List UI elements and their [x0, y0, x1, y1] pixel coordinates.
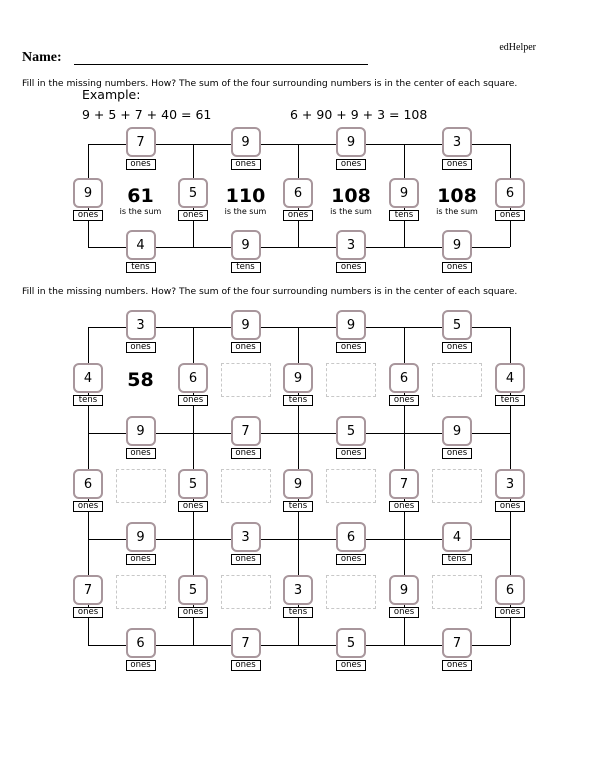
- example-h0-0-number: 7: [126, 127, 156, 157]
- puzzle-h1-1-number: 7: [231, 416, 261, 446]
- brand-label: edHelper: [499, 42, 536, 53]
- puzzle-v0-0-number: 4: [73, 363, 103, 393]
- answer-box-0-2[interactable]: [326, 363, 376, 397]
- example-h1-2-unit: ones: [336, 262, 366, 273]
- example-v0-3-unit: tens: [389, 210, 419, 221]
- example-h1-0-unit: tens: [126, 262, 156, 273]
- puzzle-h3-0-unit: ones: [126, 660, 156, 671]
- example-sum-1: 110: [225, 185, 266, 207]
- puzzle-v1-1-unit: ones: [178, 501, 208, 512]
- example-v0-4-unit: ones: [495, 210, 525, 221]
- puzzle-v2-0-number: 7: [73, 575, 103, 605]
- example-h1-3-unit: ones: [442, 262, 472, 273]
- puzzle-v1-1-number: 5: [178, 469, 208, 499]
- answer-box-0-3[interactable]: [432, 363, 482, 397]
- puzzle-v1-4-unit: ones: [495, 501, 525, 512]
- answer-box-2-3[interactable]: [432, 575, 482, 609]
- puzzle-v0-4-unit: tens: [495, 395, 525, 406]
- example-h0-3-number: 3: [442, 127, 472, 157]
- puzzle-v0-3-number: 6: [389, 363, 419, 393]
- example-sum-caption-2: is the sum: [330, 207, 372, 216]
- example-v0-2-unit: ones: [283, 210, 313, 221]
- example-h1-0-number: 4: [126, 230, 156, 260]
- example-h0-2-number: 9: [336, 127, 366, 157]
- puzzle-h2-1-number: 3: [231, 522, 261, 552]
- example-equation-1: 9 + 5 + 7 + 40 = 61: [82, 107, 212, 122]
- puzzle-v2-4-unit: ones: [495, 607, 525, 618]
- puzzle-h1-0-number: 9: [126, 416, 156, 446]
- puzzle-v2-4-number: 6: [495, 575, 525, 605]
- answer-box-2-0[interactable]: [116, 575, 166, 609]
- puzzle-h1-2-number: 5: [336, 416, 366, 446]
- example-equation-2: 6 + 90 + 9 + 3 = 108: [290, 107, 428, 122]
- puzzle-v2-2-number: 3: [283, 575, 313, 605]
- puzzle-h2-2-unit: ones: [336, 554, 366, 565]
- puzzle-h3-2-number: 5: [336, 628, 366, 658]
- example-label: Example:: [82, 87, 141, 102]
- example-v0-1-number: 5: [178, 178, 208, 208]
- example-h0-2-unit: ones: [336, 159, 366, 170]
- answer-box-1-1[interactable]: [221, 469, 271, 503]
- puzzle-v1-3-unit: ones: [389, 501, 419, 512]
- puzzle-h0-3-unit: ones: [442, 342, 472, 353]
- example-h0-1-unit: ones: [231, 159, 261, 170]
- example-h0-3-unit: ones: [442, 159, 472, 170]
- example-sum-caption-1: is the sum: [224, 207, 267, 216]
- example-h0-0-unit: ones: [126, 159, 156, 170]
- puzzle-v2-0-unit: ones: [73, 607, 103, 618]
- puzzle-h3-1-unit: ones: [231, 660, 261, 671]
- answer-box-1-0[interactable]: [116, 469, 166, 503]
- answer-box-1-3[interactable]: [432, 469, 482, 503]
- example-v0-1-unit: ones: [178, 210, 208, 221]
- puzzle-h1-1-unit: ones: [231, 448, 261, 459]
- puzzle-v0-4-number: 4: [495, 363, 525, 393]
- example-v0-3-number: 9: [389, 178, 419, 208]
- example-v0-4-number: 6: [495, 178, 525, 208]
- puzzle-h1-3-unit: ones: [442, 448, 472, 459]
- puzzle-h0-0-unit: ones: [126, 342, 156, 353]
- example-sum-caption-3: is the sum: [436, 207, 478, 216]
- puzzle-h3-3-unit: ones: [442, 660, 472, 671]
- puzzle-v0-1-unit: ones: [178, 395, 208, 406]
- example-v0-2-number: 6: [283, 178, 313, 208]
- puzzle-h0-1-number: 9: [231, 310, 261, 340]
- puzzle-v2-1-unit: ones: [178, 607, 208, 618]
- answer-box-0-1[interactable]: [221, 363, 271, 397]
- puzzle-v1-2-unit: tens: [283, 501, 313, 512]
- puzzle-v0-0-unit: tens: [73, 395, 103, 406]
- puzzle-h0-0-number: 3: [126, 310, 156, 340]
- example-h1-2-number: 3: [336, 230, 366, 260]
- puzzle-v1-0-number: 6: [73, 469, 103, 499]
- name-label: Name:: [22, 50, 62, 65]
- puzzle-v0-3-unit: ones: [389, 395, 419, 406]
- example-h1-1-number: 9: [231, 230, 261, 260]
- puzzle-v0-2-unit: tens: [283, 395, 313, 406]
- puzzle-h3-3-number: 7: [442, 628, 472, 658]
- example-v0-0-unit: ones: [73, 210, 103, 221]
- puzzle-h2-1-unit: ones: [231, 554, 261, 565]
- puzzle-h2-3-number: 4: [442, 522, 472, 552]
- puzzle-h3-2-unit: ones: [336, 660, 366, 671]
- puzzle-h3-0-number: 6: [126, 628, 156, 658]
- example-v0-0-number: 9: [73, 178, 103, 208]
- puzzle-given-sum: 58: [127, 369, 154, 391]
- instructions-example: Fill in the missing numbers. How? The sum of the four surrounding numbers is in the center of each square.: [22, 78, 518, 89]
- example-h0-1-number: 9: [231, 127, 261, 157]
- puzzle-h0-2-number: 9: [336, 310, 366, 340]
- puzzle-v0-2-number: 9: [283, 363, 313, 393]
- puzzle-h2-3-unit: tens: [442, 554, 472, 565]
- puzzle-h1-2-unit: ones: [336, 448, 366, 459]
- puzzle-h2-0-number: 9: [126, 522, 156, 552]
- puzzle-v2-2-unit: tens: [283, 607, 313, 618]
- example-sum-0: 61: [127, 185, 154, 207]
- puzzle-v2-3-unit: ones: [389, 607, 419, 618]
- name-line: [74, 64, 368, 65]
- puzzle-h0-3-number: 5: [442, 310, 472, 340]
- puzzle-v0-1-number: 6: [178, 363, 208, 393]
- answer-box-1-2[interactable]: [326, 469, 376, 503]
- example-h1-3-number: 9: [442, 230, 472, 260]
- example-h1-1-unit: tens: [231, 262, 261, 273]
- example-sum-2: 108: [331, 185, 371, 207]
- example-sum-caption-0: is the sum: [119, 207, 162, 216]
- puzzle-v1-2-number: 9: [283, 469, 313, 499]
- puzzle-v2-3-number: 9: [389, 575, 419, 605]
- answer-box-2-2[interactable]: [326, 575, 376, 609]
- puzzle-v2-1-number: 5: [178, 575, 208, 605]
- example-sum-3: 108: [437, 185, 477, 207]
- puzzle-h2-2-number: 6: [336, 522, 366, 552]
- puzzle-h1-3-number: 9: [442, 416, 472, 446]
- instructions-puzzle: Fill in the missing numbers. How? The sum of the four surrounding numbers is in the center of each square.: [22, 286, 518, 297]
- puzzle-h2-0-unit: ones: [126, 554, 156, 565]
- puzzle-h0-2-unit: ones: [336, 342, 366, 353]
- puzzle-h3-1-number: 7: [231, 628, 261, 658]
- answer-box-2-1[interactable]: [221, 575, 271, 609]
- puzzle-v1-0-unit: ones: [73, 501, 103, 512]
- puzzle-v1-4-number: 3: [495, 469, 525, 499]
- puzzle-h0-1-unit: ones: [231, 342, 261, 353]
- puzzle-h1-0-unit: ones: [126, 448, 156, 459]
- puzzle-v1-3-number: 7: [389, 469, 419, 499]
